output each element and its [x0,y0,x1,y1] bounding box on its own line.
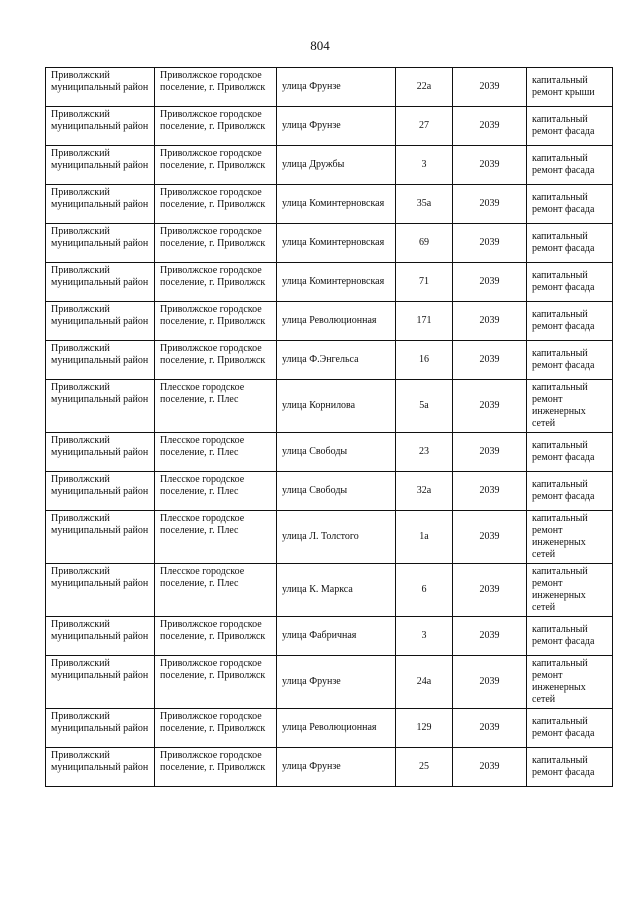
district-cell: Приволжский муниципальный район [46,380,155,433]
district-cell: Приволжский муниципальный район [46,302,155,341]
settlement-cell: Приволжское городское поселение, г. Приволжск [155,709,277,748]
house-number-cell: 129 [396,709,453,748]
table-row [46,433,613,472]
district-cell: Приволжский муниципальный район [46,617,155,656]
work-type-cell: капитальный ремонт фасада [527,472,613,511]
street-cell: улица Свободы [277,433,396,472]
district-cell: Приволжский муниципальный район [46,185,155,224]
repair-schedule-table [45,67,613,787]
street-cell: улица Фабричная [277,617,396,656]
settlement-cell: Приволжское городское поселение, г. Приволжск [155,341,277,380]
settlement-cell: Приволжское городское поселение, г. Приволжск [155,68,277,107]
street-cell: улица Коминтерновская [277,224,396,263]
house-number-cell: 3 [396,617,453,656]
year-cell: 2039 [453,107,527,146]
table-row [46,656,613,709]
work-type-cell: капитальный ремонт фасада [527,107,613,146]
year-cell: 2039 [453,341,527,380]
year-cell: 2039 [453,185,527,224]
street-cell: улица К. Маркса [277,564,396,617]
year-cell: 2039 [453,617,527,656]
settlement-cell: Приволжское городское поселение, г. Приволжск [155,617,277,656]
house-number-cell: 6 [396,564,453,617]
year-cell: 2039 [453,224,527,263]
table-row [46,511,613,564]
settlement-cell: Плесское городское поселение, г. Плес [155,511,277,564]
work-type-cell: капитальный ремонт инженерных сетей [527,380,613,433]
page-number: 804 [310,38,330,53]
settlement-cell: Приволжское городское поселение, г. Приволжск [155,146,277,185]
district-cell: Приволжский муниципальный район [46,472,155,511]
table-row [46,302,613,341]
district-cell: Приволжский муниципальный район [46,107,155,146]
settlement-cell: Плесское городское поселение, г. Плес [155,380,277,433]
table-row [46,185,613,224]
year-cell: 2039 [453,511,527,564]
year-cell: 2039 [453,380,527,433]
settlement-cell: Плесское городское поселение, г. Плес [155,564,277,617]
house-number-cell: 22а [396,68,453,107]
settlement-cell: Приволжское городское поселение, г. Приволжск [155,302,277,341]
work-type-cell: капитальный ремонт фасада [527,146,613,185]
district-cell: Приволжский муниципальный район [46,146,155,185]
house-number-cell: 27 [396,107,453,146]
settlement-cell: Приволжское городское поселение, г. Приволжск [155,263,277,302]
table-row [46,748,613,787]
table-row [46,146,613,185]
street-cell: улица Революционная [277,302,396,341]
work-type-cell: капитальный ремонт фасада [527,433,613,472]
table-row [46,617,613,656]
table-body [46,68,613,787]
work-type-cell: капитальный ремонт фасада [527,709,613,748]
year-cell: 2039 [453,656,527,709]
district-cell: Приволжский муниципальный район [46,263,155,302]
table-row [46,709,613,748]
table-row [46,224,613,263]
street-cell: улица Свободы [277,472,396,511]
table-row [46,380,613,433]
work-type-cell: капитальный ремонт фасада [527,341,613,380]
settlement-cell: Плесское городское поселение, г. Плес [155,472,277,511]
house-number-cell: 69 [396,224,453,263]
table-row [46,263,613,302]
house-number-cell: 1а [396,511,453,564]
district-cell: Приволжский муниципальный район [46,709,155,748]
settlement-cell: Приволжское городское поселение, г. Приволжск [155,748,277,787]
street-cell: улица Фрунзе [277,68,396,107]
work-type-cell: капитальный ремонт фасада [527,748,613,787]
house-number-cell: 24а [396,656,453,709]
year-cell: 2039 [453,146,527,185]
street-cell: улица Фрунзе [277,748,396,787]
street-cell: улица Революционная [277,709,396,748]
district-cell: Приволжский муниципальный район [46,564,155,617]
house-number-cell: 35а [396,185,453,224]
house-number-cell: 23 [396,433,453,472]
street-cell: улица Фрунзе [277,107,396,146]
settlement-cell: Плесское городское поселение, г. Плес [155,433,277,472]
settlement-cell: Приволжское городское поселение, г. Приволжск [155,224,277,263]
street-cell: улица Фрунзе [277,656,396,709]
work-type-cell: капитальный ремонт фасада [527,224,613,263]
table-row [46,107,613,146]
work-type-cell: капитальный ремонт крыши [527,68,613,107]
year-cell: 2039 [453,564,527,617]
house-number-cell: 3 [396,146,453,185]
house-number-cell: 25 [396,748,453,787]
table-row [46,68,613,107]
year-cell: 2039 [453,748,527,787]
table-row [46,564,613,617]
district-cell: Приволжский муниципальный район [46,224,155,263]
work-type-cell: капитальный ремонт фасада [527,185,613,224]
district-cell: Приволжский муниципальный район [46,68,155,107]
work-type-cell: капитальный ремонт фасада [527,263,613,302]
year-cell: 2039 [453,433,527,472]
street-cell: улица Корнилова [277,380,396,433]
district-cell: Приволжский муниципальный район [46,433,155,472]
year-cell: 2039 [453,263,527,302]
house-number-cell: 5а [396,380,453,433]
house-number-cell: 171 [396,302,453,341]
year-cell: 2039 [453,302,527,341]
street-cell: улица Л. Толстого [277,511,396,564]
year-cell: 2039 [453,472,527,511]
house-number-cell: 16 [396,341,453,380]
work-type-cell: капитальный ремонт фасада [527,617,613,656]
work-type-cell: капитальный ремонт инженерных сетей [527,656,613,709]
work-type-cell: капитальный ремонт инженерных сетей [527,564,613,617]
street-cell: улица Коминтерновская [277,185,396,224]
district-cell: Приволжский муниципальный район [46,511,155,564]
district-cell: Приволжский муниципальный район [46,748,155,787]
house-number-cell: 71 [396,263,453,302]
year-cell: 2039 [453,68,527,107]
settlement-cell: Приволжское городское поселение, г. Приволжск [155,656,277,709]
settlement-cell: Приволжское городское поселение, г. Приволжск [155,185,277,224]
work-type-cell: капитальный ремонт инженерных сетей [527,511,613,564]
district-cell: Приволжский муниципальный район [46,341,155,380]
street-cell: улица Коминтерновская [277,263,396,302]
street-cell: улица Дружбы [277,146,396,185]
work-type-cell: капитальный ремонт фасада [527,302,613,341]
table-row [46,341,613,380]
settlement-cell: Приволжское городское поселение, г. Приволжск [155,107,277,146]
district-cell: Приволжский муниципальный район [46,656,155,709]
table-row [46,472,613,511]
street-cell: улица Ф.Энгельса [277,341,396,380]
house-number-cell: 32а [396,472,453,511]
year-cell: 2039 [453,709,527,748]
